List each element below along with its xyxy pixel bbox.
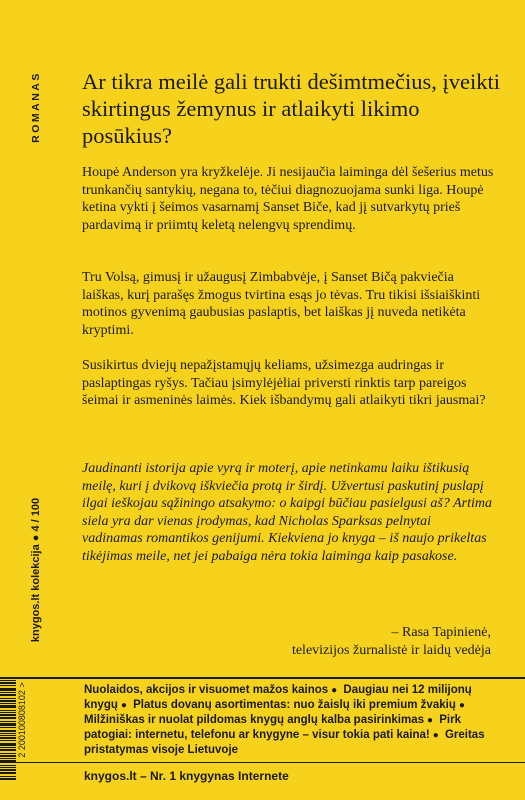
isbn-text: 2 200100808102 > bbox=[17, 682, 27, 758]
promo-block bbox=[84, 683, 504, 758]
series-text: knygos.lt kolekcija ● 4 / 100 bbox=[30, 497, 42, 643]
blurb-paragraph-1: Houpė Anderson yra kryžkelėje. Ji nesijaučia laiminga dėl šešerius metus trunkančių santykių, negana to, tėčiui diagnozuojama sunki liga. Houpė ketina vykti į šeimos vasarnamį Sanset Biče, kad jį sutvarkytų prieš pardavimą ir priimtų keletą nelengvų sprendimų. bbox=[82, 165, 494, 233]
bullet-icon: ● bbox=[432, 730, 439, 741]
genre-label bbox=[26, 70, 46, 144]
series-label bbox=[26, 470, 46, 670]
promo-divider-bottom bbox=[0, 762, 525, 763]
promo-item: Platus dovanų asortimentas: nuo žaislų iki premium žvakių bbox=[133, 699, 456, 711]
blurb-paragraph-3: Susikirtus dviejų nepažįstamųjų keliams, užsimezga audringas ir paslaptingas ryšys. Tačiau įsimylėjėliai priversti rinktis tarp pareigos šeimai ir asmeninės laimės. Kiek išbandymų gali atlaikyti tikri jausmai? bbox=[82, 358, 486, 408]
promo-item: Pirk patogiai: internetu, telefonu ar knygyne – visur tokia pati kaina! bbox=[84, 714, 461, 741]
review-quote: Jaudinanti istorija apie vyrą ir moterį, apie netinkamu laiku ištikusią meilę, kuri į dvikovą iškviečia protą ir širdį. Užvertusi paskutinį puslapį ilgai ieškojau sąžiningo atsakymo: o kaipgi būčiau pasielgusi aš? Artima siela yra dar vienas įrodymas, kad Nicholas Sparksas pelnytai vadinamas romantikos genijumi. Kiekviena jo knyga – iš naujo prikeltas tikėjimas meile, net jei pabaiga nėra tokia laiminga kaip pasakose. bbox=[82, 461, 492, 564]
store-footer: knygos.lt – Nr. 1 knygynas Internete bbox=[84, 769, 289, 783]
bullet-icon: ● bbox=[458, 700, 465, 711]
barcode-stripe bbox=[0, 779, 16, 780]
reviewer-name: – Rasa Tapinienė, bbox=[391, 625, 491, 640]
headline: Ar tikra meilė gali trukti dešimtmečius, įveikti skirtingus žemynus ir atlaikyti likimo posūkius? bbox=[82, 69, 501, 148]
bullet-icon: ● bbox=[331, 685, 338, 696]
blurb-paragraph-2: Tru Volsą, gimusį ir užaugusį Zimbabvėje, į Sanset Bičą pakviečia laiškas, kurį parašęs žmogus tvirtina esąs jo tėvas. Tru tikisi išsiaiškinti motinos gyvenimą gaubusias paslaptis, bet laiškas jį nuveda netikėta kryptimi. bbox=[82, 270, 481, 338]
promo-item: Nuolaidos, akcijos ir visuomet mažos kainos bbox=[84, 684, 329, 696]
promo-divider-top bbox=[0, 677, 525, 679]
genre-text: ROMANAS bbox=[30, 71, 42, 143]
isbn-number bbox=[15, 640, 29, 800]
promo-item: Milžiniškas ir nuolat pildomas knygų anglų kalba pasirinkimas bbox=[84, 714, 424, 726]
bullet-icon: ● bbox=[426, 715, 434, 726]
promo-item: Daugiau nei 12 milijonų knygų bbox=[84, 684, 472, 711]
bullet-icon: ● bbox=[120, 700, 127, 711]
promo-item: Greitas pristatymas visoje Lietuvoje bbox=[84, 729, 485, 756]
reviewer-role: televizijos žurnalistė ir laidų vedėja bbox=[291, 643, 491, 658]
